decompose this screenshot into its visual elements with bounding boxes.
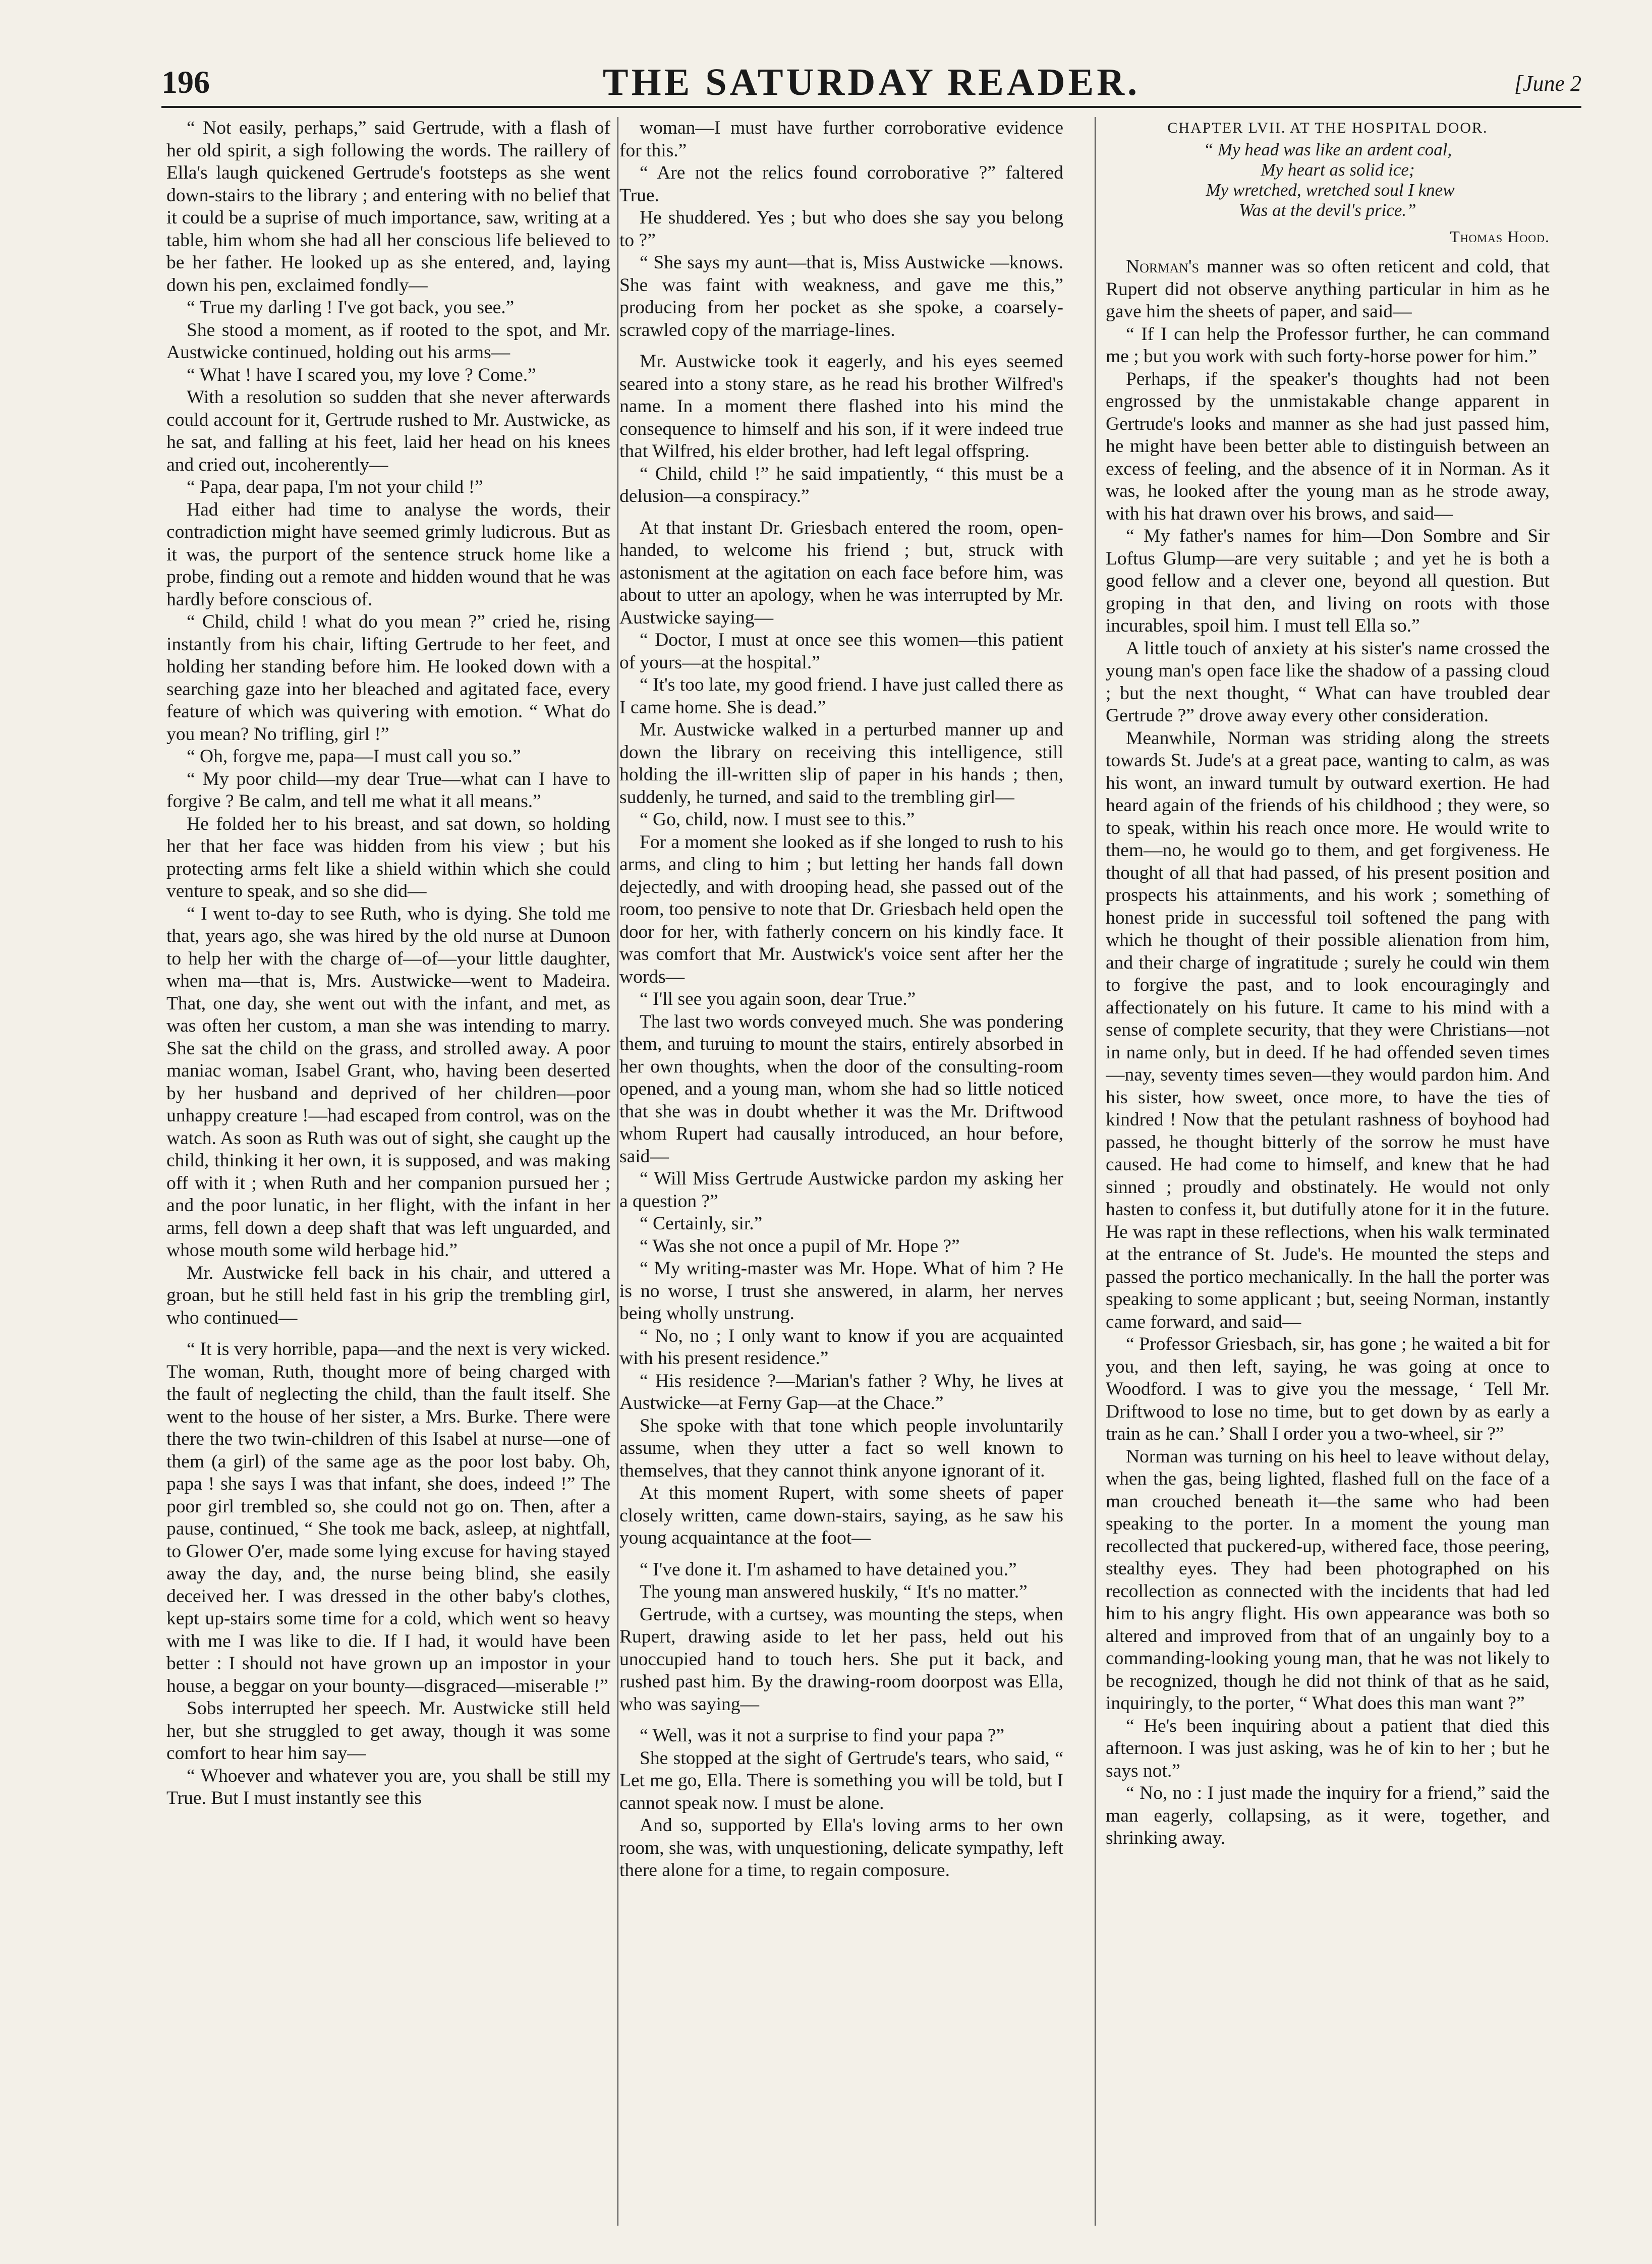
paragraph: “ What ! have I scared you, my love ? Come.” [187, 364, 536, 385]
paragraph: At this moment Rupert, with some sheets of paper closely written, came down-stairs, saying, as he saw his young acquaintance at the foot— [619, 1483, 1063, 1548]
epigraph-line: “ My head was like an ardent coal, [1203, 139, 1452, 159]
paragraph: “ Child, child ! what do you mean ?” cried he, rising instantly from his chair, lifting Gertrude to her feet, and holding her standing before him. He looked down with a searching gaze into her bleached and agitated face, every feature of which was quivering with emotion. “ What do you mean? No trifling, girl !” [166, 611, 610, 745]
paragraph: Meanwhile, Norman was striding along the streets towards St. Jude's at a great pace, wanting to calm, as was his wont, an inward tumult by outward exertion. He had heard again of the friends of his childhood ; they were, so to speak, within his reach once more. He would write to them—no, he would go to them, and get forgiveness. He thought of all that had passed, of his present position and prospects his attainments, and his work ; something of honest pride in successful toil softened the pang with which he thought of their possible alienation from him, and their charge of ingratitude ; surely he could win them to forgive the past, and to look encouragingly and affectionately on his future. It came to his mind with a sense of complete security, that they were Christians—not in name only, but in deed. If he had offended seven times—nay, seventy times seven—they would pardon him. And his sister, how sweet, once more, to have the ties of kindred ! Now that the petulant rashness of boyhood had passed, he thought bitterly of the sorrow he must have caused. He had come to himself, and knew that he had sinned ; proudly and obstinately. He would not only hasten to confess it, but dutifully atone for it in the future. He was rapt in these reflections, when his walk terminated at the entrance of St. Jude's. He mounted the steps and passed the portico mechanically. In the hall the porter was speaking to some applicant ; but, seeing Norman, instantly came forward, and said— [1106, 727, 1550, 1332]
masthead [161, 61, 1581, 108]
paragraph: Had either had time to analyse the words, their contradiction might have seemed grimly ludicrous. But as it was, the purport of the sentence struck home like a probe, finding out a remote and hidden wound that he was hardly before conscious of. [166, 499, 610, 610]
paragraph: The last two words conveyed much. She was pondering them, and turuing to mount the stairs, entirely absorbed in her own thoughts, when the door of the consulting-room opened, and a young man, whom she had so little noticed that she was in doubt whether it was the Mr. Driftwood whom Rupert had causally introduced, an hour before, said— [619, 1011, 1063, 1167]
paragraph: Norman was turning on his heel to leave without delay, when the gas, being lighted, flashed full on the face of a man crouched beneath it—the same who had been speaking to the porter. In a moment the young man recollected that puckered-up, withered face, those peering, stealthy eyes. They had been photographed on his recollection as connected with the incidents that had led him to his angry flight. His own appearance was both so altered and improved from that of an ungainly boy to a commanding-looking young man, that he was not likely to be recognized, though he did not think of that as he said, inquiringly, to the porter, “ What does this man want ?” [1106, 1446, 1550, 1714]
paragraph: “ Certainly, sir.” [640, 1213, 763, 1234]
paragraph: And so, supported by Ella's loving arms to her own room, she was, with unquestioning, delicate sympathy, left there alone for a time, to regain composure. [619, 1815, 1063, 1881]
column-right-body [1106, 256, 1550, 1850]
paragraph: “ Whoever and whatever you are, you shall be still my True. But I must instantly see this [166, 1765, 610, 1808]
drop-word: Norman's [1126, 256, 1200, 277]
paragraph: “ No, no ; I only want to know if you are acquainted with his present residence.” [619, 1325, 1063, 1369]
column-left [166, 117, 610, 2226]
epigraph [1106, 140, 1550, 220]
epigraph-line: My wretched, wretched soul I knew [1206, 180, 1455, 200]
paragraph: “ I'll see you again soon, dear True.” [640, 989, 916, 1009]
paragraph: “ It's too late, my good friend. I have just called there as I came home. She is dead.” [619, 674, 1063, 718]
issue-date: [June 2 [1514, 71, 1581, 96]
paragraph: He folded her to his breast, and sat down, so holding her that her face was hidden from his view ; but his protecting arms felt like a shield within which she could venture to speak, and so she did— [166, 813, 610, 901]
paragraph: She spoke with that tone which people involuntarily assume, when they utter a fact so well known to themselves, that they cannot think anyone ignorant of it. [619, 1415, 1063, 1481]
paragraph: “ It is very horrible, papa—and the next is very wicked. The woman, Ruth, thought more of being charged with the fault of neglecting the child, than the fault itself. She went to the house of her sister, a Mrs. Burke. There were there the two twin-children of this Isabel at nurse—one of them (a girl) of the same age as the poor lost baby. Oh, papa ! she says I was that infant, she does, indeed !” The poor girl trembled so, she could not go on. Then, after a pause, continued, “ She took me back, asleep, at nightfall, to Glower O'er, made some lying excuse for having stayed away the day, and, the nurse being blind, she easily deceived her. I was dressed in the other baby's clothes, kept up-stairs some time for a cold, which went so heavy with me I was like to die. If I had, it would have been better : I should not have grown up an impostor in your house, a beggar on your bounty—disgraced—miserable !” [166, 1339, 610, 1696]
paragraph: “ Will Miss Gertrude Austwicke pardon my asking her a question ?” [619, 1168, 1063, 1212]
paragraph: With a resolution so sudden that she never afterwards could account for it, Gertrude rushed to Mr. Austwicke, as he sat, and falling at his feet, laid her head on his knees and cried out, incoherently— [166, 387, 610, 475]
paragraph: “ Go, child, now. I must see to this.” [640, 809, 915, 830]
paragraph: Norman's manner was so often reticent and cold, that Rupert did not observe anything particular in him as he gave him the sheets of paper, and said— [1106, 256, 1550, 322]
paragraph: A little touch of anxiety at his sister's name crossed the young man's open face like the shadow of a passing cloud ; but the next thought, “ What can have troubled dear Gertrude ?” drove away every other consideration. [1106, 638, 1550, 726]
epigraph-line: My heart as solid ice; [1261, 159, 1415, 180]
paragraph: She stopped at the sight of Gertrude's tears, who said, “ Let me go, Ella. There is something you will be told, but I cannot speak now. I must be alone. [619, 1747, 1063, 1814]
column-divider [1095, 117, 1096, 2226]
paragraph: “ My poor child—my dear True—what can I have to forgive ? Be calm, and tell me what it all means.” [166, 768, 610, 812]
paragraph: She stood a moment, as if rooted to the spot, and Mr. Austwicke continued, holding out his arms— [166, 319, 610, 363]
paragraph: At that instant Dr. Griesbach entered the room, open-handed, to welcome his friend ; but, struck with astonisment at the agitation on each face before him, was about to utter an apology, when he was interrupted by Mr. Austwicke saying— [619, 517, 1063, 628]
paragraph: He shuddered. Yes ; but who does she say you belong to ?” [619, 207, 1063, 251]
paragraph: Gertrude, with a curtsey, was mounting the steps, when Rupert, drawing aside to let her pass, held out his unoccupied hand to touch hers. She put it back, and rushed past him. By the drawing-room doorpost was Ella, who was saying— [619, 1604, 1063, 1715]
paragraph: Sobs interrupted her speech. Mr. Austwicke still held her, but she struggled to get away, though it was some comfort to hear him say— [166, 1698, 610, 1764]
journal-title: THE SATURDAY READER. [602, 61, 1141, 103]
paragraph: “ Child, child !” he said impatiently, “ this must be a delusion—a conspiracy.” [619, 463, 1063, 506]
paragraph: Perhaps, if the speaker's thoughts had not been engrossed by the unmistakable change apparent in Gertrude's looks and manner as she had just passed him, he might have been better able to distinguish between an excess of feeling, and the absence of it in Norman. As it was, he looked after the young man as he strode away, with his hat drawn over his brows, and said— [1106, 368, 1550, 524]
paragraph: Mr. Austwicke took it eagerly, and his eyes seemed seared into a stony stare, as he read his brother Wilfred's name. In a moment there flashed into his mind the consequence to himself and his son, if it were indeed true that Wilfred, his elder brother, had left legal offspring. [619, 351, 1063, 462]
paragraph: “ Was she not once a pupil of Mr. Hope ?” [640, 1235, 960, 1257]
paragraph: “ She says my aunt—that is, Miss Austwicke —knows. She was faint with weakness, and gave me this,” producing from her pocket as she spoke, a coarsely-scrawled copy of the marriage-lines. [619, 252, 1063, 341]
paragraph: “ Papa, dear papa, I'm not your child !” [187, 477, 483, 497]
paragraph: “ My father's names for him—Don Sombre and Sir Loftus Glump—are very suitable ; and yet he is both a good fellow and a clever one, beyond all question. But groping in that den, and living on roots with those incurables, spoil him. I must tell Ella so.” [1106, 526, 1550, 636]
column-divider [617, 117, 618, 2226]
column-middle [619, 117, 1063, 2226]
paragraph: Mr. Austwicke fell back in his chair, and uttered a groan, but he still held fast in his grip the trembling girl, who continued— [166, 1262, 610, 1328]
column-right [1106, 117, 1550, 2226]
paragraph: “ If I can help the Professor further, he can command me ; but you work with such forty-horse power for him.” [1106, 323, 1550, 367]
epigraph-attribution: Thomas Hood. [1450, 227, 1550, 246]
page-number: 196 [161, 64, 210, 100]
paragraph: “ I've done it. I'm ashamed to have detained you.” [640, 1559, 1017, 1580]
paragraph: Mr. Austwicke walked in a perturbed manner up and down the library on receiving this intelligence, still holding the ill-written slip of paper in his hands ; then, suddenly, he turned, and said to the trembling girl— [619, 719, 1063, 808]
paragraph: “ I went to-day to see Ruth, who is dying. She told me that, years ago, she was hired by the old nurse at Dunoon to help her with the charge of—of—your little daughter, when ma—that is, Mrs. Austwicke—went to Madeira. That, one day, she went out with the infant, and met, as was often her custom, a man she was intending to marry. She sat the child on the grass, and strolled away. A poor maniac woman, Isabel Grant, who, having been deserted by her husband and deprived of her children—poor unhappy creature !—had escaped from control, was on the watch. As soon as Ruth was out of sight, she caught up the child, thinking it her own, it is supposed, and was making off with it ; when Ruth and her companion pursued her ; and the poor lunatic, in her flight, with the infant in her arms, fell down a deep shaft that was left unguarded, and whose mouth some wild herbage hid.” [166, 903, 610, 1261]
paragraph: “ My writing-master was Mr. Hope. What of him ? He is no worse, I trust she answered, in alarm, her nerves being wholly unstrung. [619, 1258, 1063, 1324]
paragraph: “ He's been inquiring about a patient that died this afternoon. I was just asking, was he of kin to her ; but he says not.” [1106, 1715, 1550, 1781]
paragraph: For a moment she looked as if she longed to rush to his arms, and cling to him ; but letting her hands fall down dejectedly, and with drooping head, she passed out of the room, too pensive to note that Dr. Griesbach held open the door for her, with fatherly concern on his kindly face. It was comfort that Mr. Austwick's voice sent after her the words— [619, 831, 1063, 987]
epigraph-line: Was at the devil's price.” [1239, 200, 1416, 220]
paragraph: “ Well, was it not a surprise to find your papa ?” [640, 1725, 1005, 1746]
paragraph: “ Doctor, I must at once see this women—this patient of yours—at the hospital.” [619, 630, 1063, 673]
paragraph: “ No, no : I just made the inquiry for a friend,” said the man eagerly, collapsing, as it were, together, and shrinking away. [1106, 1783, 1550, 1848]
paragraph: “ His residence ?—Marian's father ? Why, he lives at Austwicke—at Ferny Gap—at the Chace.” [619, 1370, 1063, 1413]
chapter-heading: CHAPTER LVII. AT THE HOSPITAL DOOR. [1167, 120, 1488, 136]
paragraph: “ Not easily, perhaps,” said Gertrude, with a flash of her old spirit, a sigh following the words. The raillery of Ella's laugh quickened Gertrude's footsteps as she went down-stairs to the library ; and entering with no belief that it could be a suprise of much importance, saw, writing at a table, him whom she had all her conscious life believed to be her father. He looked up as she entered, and, laying down his pen, exclaimed fondly— [166, 118, 610, 296]
paragraph: “ Oh, forgve me, papa—I must call you so.” [187, 746, 521, 767]
paragraph: woman—I must have further corroborative evidence for this.” [619, 118, 1063, 161]
paragraph: “ Are not the relics found corroborative ?” faltered True. [619, 162, 1063, 206]
paragraph: The young man answered huskily, “ It's no matter.” [640, 1581, 1028, 1602]
paragraph: “ Professor Griesbach, sir, has gone ; he waited a bit for you, and then left, saying, he was going at once to Woodford. I was to give you the message, ‘ Tell Mr. Driftwood to lose no time, but to get down by as early a train as he can.’ Shall I order you a two-wheel, sir ?” [1106, 1334, 1550, 1444]
paragraph: “ True my darling ! I've got back, you see.” [187, 297, 515, 318]
